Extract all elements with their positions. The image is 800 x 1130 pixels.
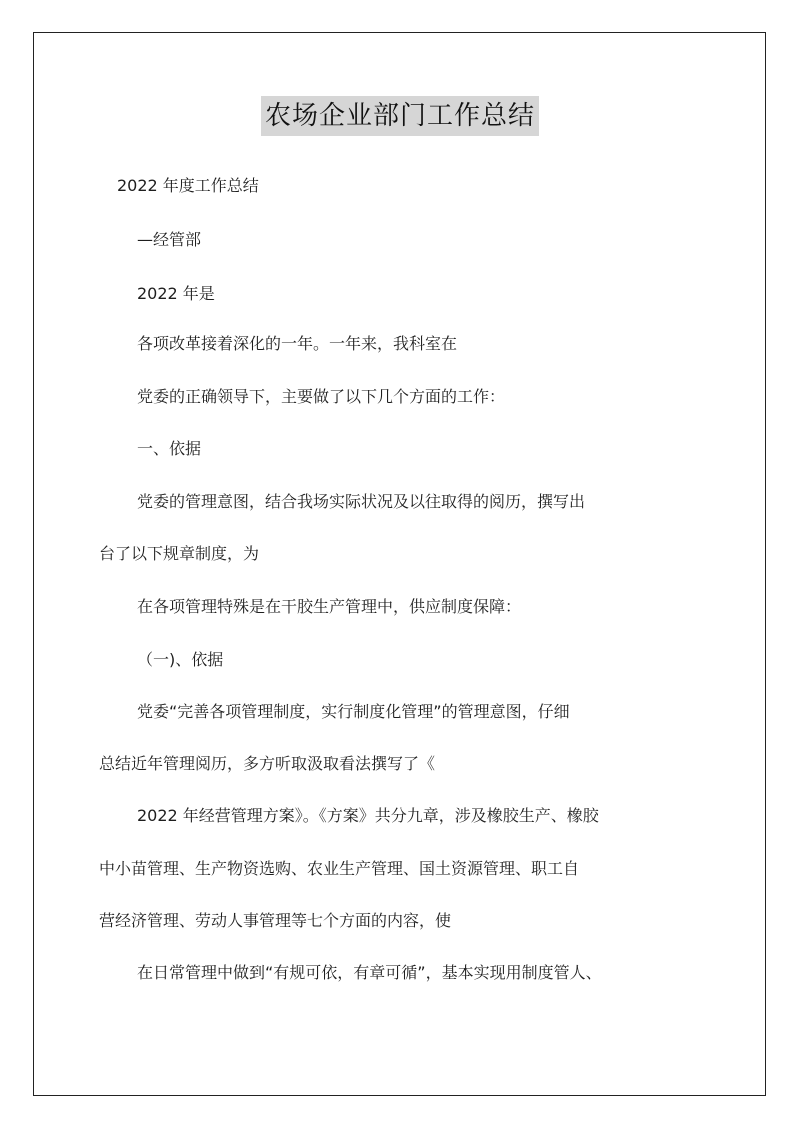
paragraph-line: 台了以下规章制度，为 [99, 544, 260, 563]
paragraph-line: 营经济管理、劳动人事管理等七个方面的内容，使 [99, 911, 452, 930]
paragraph-line: 党委的正确领导下，主要做了以下几个方面的工作： [137, 387, 506, 406]
paragraph-line: 中小苗管理、生产物资选购、农业生产管理、国土资源管理、职工自 [99, 859, 580, 878]
paragraph-line: 党委“完善各项管理制度，实行制度化管理”的管理意图，仔细 [137, 702, 570, 721]
paragraph-line: 总结近年管理阅历，多方听取汲取看法撰写了《 [99, 754, 436, 773]
paragraph-line: 在各项管理特殊是在干胶生产管理中，供应制度保障： [137, 597, 522, 616]
paragraph-line: 各项改革接着深化的一年。一年来，我科室在 [137, 334, 458, 353]
document-title: 农场企业部门工作总结 [261, 96, 539, 136]
paragraph-line: 党委的管理意图，结合我场实际状况及以往取得的阅历，撰写出 [137, 492, 586, 511]
paragraph-line: 在日常管理中做到“有规可依，有章可循”，基本实现用制度管人、 [137, 963, 602, 982]
paragraph-line: 2022 年经营管理方案》。《方案》共分九章，涉及橡胶生产、橡胶 [137, 806, 599, 825]
subtitle-annual-summary: 2022 年度工作总结 [117, 176, 259, 195]
paragraph-line: 2022 年是 [137, 284, 215, 303]
department-line: —经管部 [137, 230, 202, 249]
section-heading: 一、依据 [137, 439, 202, 458]
title-container [0, 96, 800, 136]
subsection-heading: （一)、依据 [137, 650, 224, 669]
